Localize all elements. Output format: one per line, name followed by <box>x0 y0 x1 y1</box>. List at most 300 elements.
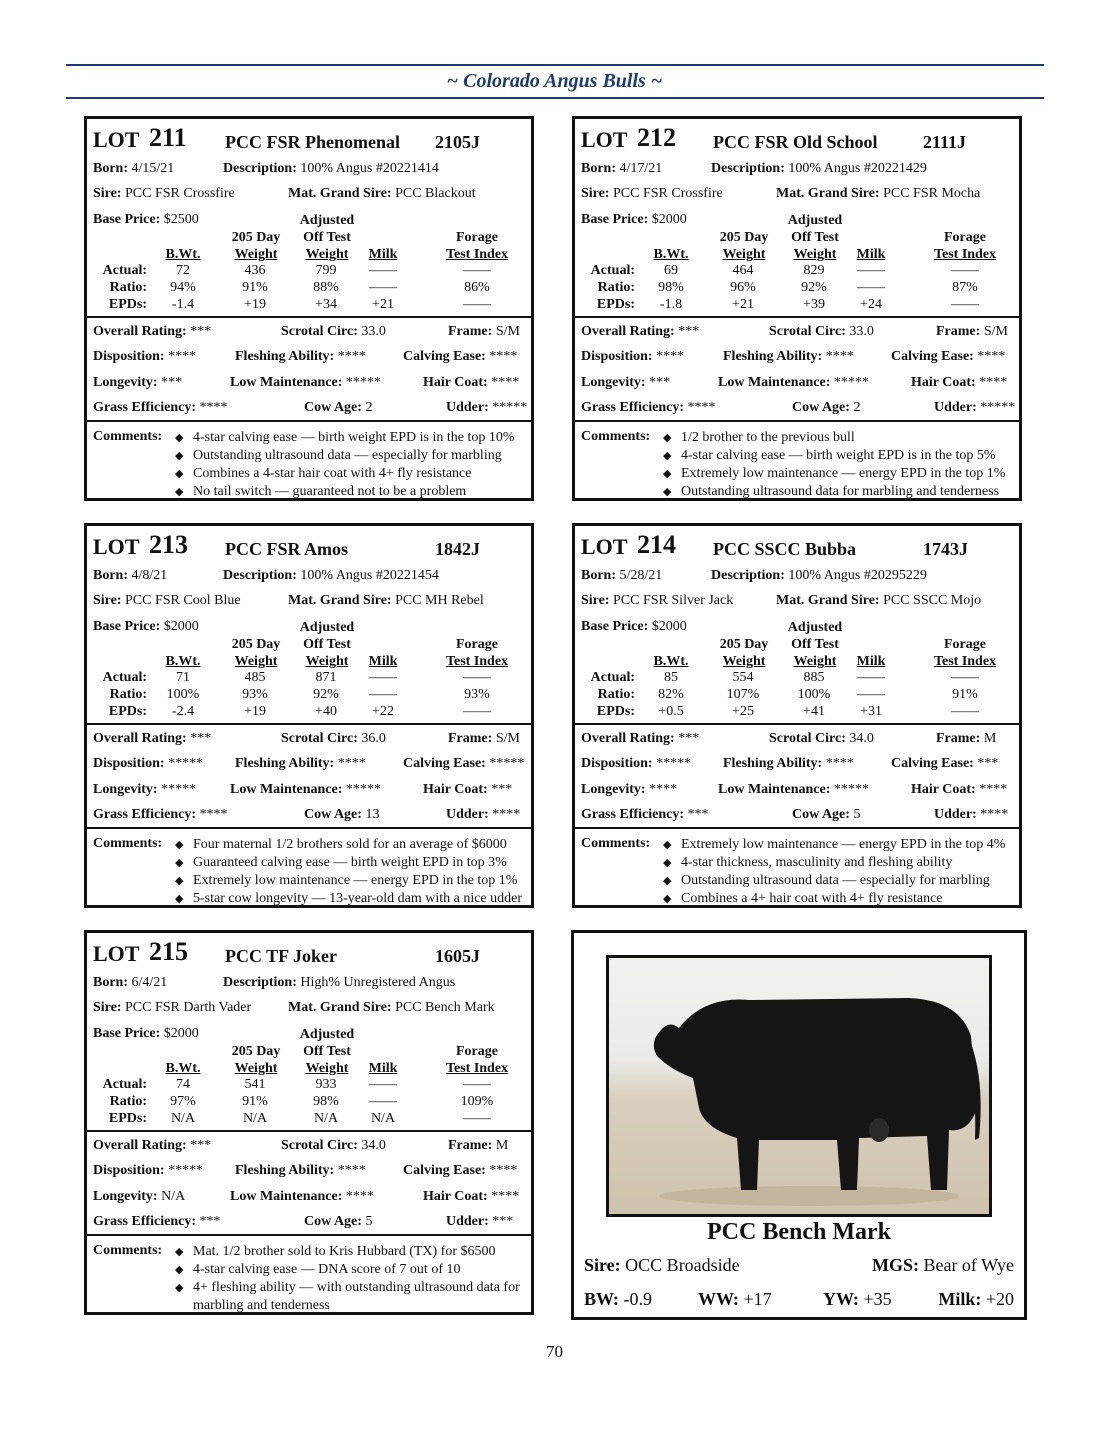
comments-label: Comments: <box>581 429 651 444</box>
header-rule-top <box>66 64 1044 66</box>
diamond-bullet-icon: ◆ <box>663 857 672 869</box>
epds-label: EPDs: <box>108 297 147 312</box>
grass-value: *** <box>199 1214 221 1229</box>
lot-header <box>581 530 1021 562</box>
diamond-bullet-icon: ◆ <box>175 857 184 869</box>
lot-number: 214 <box>637 530 676 559</box>
fleshing-field <box>235 349 366 365</box>
feature-sire-value: OCC Broadside <box>625 1255 740 1275</box>
header-rule-bottom <box>66 97 1044 99</box>
feature-mgs-label: MGS: <box>871 1255 919 1275</box>
mgs-value: PCC Blackout <box>395 186 476 201</box>
ratio-label: Ratio: <box>597 687 635 702</box>
born-row <box>581 568 662 584</box>
description-row <box>711 568 927 584</box>
ratio-cell: 91% <box>242 280 268 295</box>
born-label: Born: <box>93 975 128 990</box>
grass-label: Grass Efficiency: <box>93 400 197 415</box>
disposition-label: Disposition: <box>93 1163 165 1178</box>
mgs-row <box>776 593 981 609</box>
born-row <box>93 975 167 991</box>
mgs-value: PCC MH Rebel <box>395 593 484 608</box>
grass-value: **** <box>687 400 716 415</box>
sire-value: PCC FSR Cool Blue <box>125 593 241 608</box>
comment-text: 1/2 brother to the previous bull <box>681 430 855 445</box>
epds-label: EPDs: <box>596 704 635 719</box>
adj-header-top: Adjusted <box>299 620 355 635</box>
description-label: Description: <box>223 568 297 583</box>
sire-label: Sire: <box>581 186 610 201</box>
fleshing-label: Fleshing Ability: <box>235 1163 335 1178</box>
low_maint-value: ***** <box>833 375 869 390</box>
comment-text: No tail switch — guaranteed not to be a problem <box>193 484 467 499</box>
udder-label: Udder: <box>446 807 489 822</box>
cow_age-value: 2 <box>853 400 861 415</box>
diamond-bullet-icon: ◆ <box>663 893 672 905</box>
divider <box>87 723 531 725</box>
fleshing-value: **** <box>825 349 854 364</box>
fleshing-label: Fleshing Ability: <box>723 349 823 364</box>
actual-cell: —— <box>369 263 397 278</box>
ratio-cell: 92% <box>313 687 339 702</box>
low_maint-value: **** <box>345 1189 374 1204</box>
feature-bull-card <box>571 930 1027 1320</box>
disposition-field <box>581 349 684 365</box>
calving-label: Calving Ease: <box>891 756 974 771</box>
epds-cell: N/A <box>370 1111 396 1126</box>
description-label: Description: <box>711 161 785 176</box>
udder-value: **** <box>492 807 521 822</box>
scrotal-value: 34.0 <box>849 731 874 746</box>
ratio-cell: —— <box>369 687 397 702</box>
ratio-cell: 109% <box>460 1094 494 1109</box>
comment-item <box>171 890 531 908</box>
feature-yw <box>823 1289 892 1310</box>
longevity-field <box>93 375 182 391</box>
scrotal-value: 36.0 <box>361 731 386 746</box>
forage-header-bottom: Test Index <box>445 247 509 262</box>
longevity-value: N/A <box>161 1189 186 1204</box>
udder-field <box>934 400 1015 416</box>
overall-field <box>93 1138 211 1154</box>
ratio-cell: 86% <box>464 280 490 295</box>
205-header-bottom: Weight <box>722 247 766 262</box>
hair_coat-label: Hair Coat: <box>423 782 488 797</box>
diamond-bullet-icon: ◆ <box>663 450 672 462</box>
actual-cell: —— <box>951 670 979 685</box>
feature-milk-value: +20 <box>985 1289 1014 1309</box>
tag-number: 1605J <box>435 946 480 966</box>
cow_age-value: 13 <box>365 807 380 822</box>
base-price-label: Base Price: <box>93 1026 161 1041</box>
205-header-bottom: Weight <box>234 247 278 262</box>
cow_age-field <box>304 807 379 823</box>
ratio-cell: 107% <box>726 687 760 702</box>
cow_age-label: Cow Age: <box>792 400 850 415</box>
frame-field <box>448 1138 508 1154</box>
hair_coat-value: **** <box>979 782 1008 797</box>
grass-label: Grass Efficiency: <box>581 400 685 415</box>
cow_age-value: 2 <box>365 400 373 415</box>
hair_coat-label: Hair Coat: <box>911 375 976 390</box>
longevity-label: Longevity: <box>93 1189 158 1204</box>
calving-value: **** <box>489 349 518 364</box>
mgs-value: PCC SSCC Mojo <box>883 593 982 608</box>
actual-cell: —— <box>951 263 979 278</box>
frame-value: S/M <box>983 324 1008 339</box>
comments-label: Comments: <box>93 836 163 851</box>
base-price-row <box>93 619 199 635</box>
frame-value: S/M <box>495 731 520 746</box>
grass-field <box>93 807 228 823</box>
epds-label: EPDs: <box>108 1111 147 1126</box>
fleshing-field <box>723 756 854 772</box>
epds-cell: —— <box>463 704 491 719</box>
comment-text: Extremely low maintenance — energy EPD in the top 4% <box>681 837 1006 852</box>
ratio-cell: 88% <box>313 280 339 295</box>
comment-text: Four maternal 1/2 brothers sold for an average of $6000 <box>193 837 507 852</box>
comment-item <box>171 465 531 483</box>
calving-field <box>403 349 517 365</box>
milk-header: Milk <box>856 247 886 262</box>
low_maint-value: ***** <box>833 782 869 797</box>
feature-sire-label: Sire: <box>584 1255 621 1275</box>
ratio-cell: —— <box>369 1094 397 1109</box>
divider <box>575 723 1019 725</box>
ratio-cell: —— <box>857 687 885 702</box>
actual-cell: 464 <box>732 263 754 278</box>
comment-text: 5-star cow longevity — 13-year-old dam with a nice udder <box>193 891 523 906</box>
lot-word: LOT <box>581 127 628 152</box>
udder-value: ***** <box>492 400 528 415</box>
cow_age-field <box>792 807 860 823</box>
divider <box>87 316 531 318</box>
divider <box>87 1234 531 1236</box>
epds-cell: N/A <box>170 1111 196 1126</box>
tag-number: 2105J <box>435 132 480 152</box>
diamond-bullet-icon: ◆ <box>663 432 672 444</box>
mgs-row <box>776 186 980 202</box>
forage-header-bottom: Test Index <box>933 654 997 669</box>
tag-number: 1842J <box>435 539 480 559</box>
bwt-header: B.Wt. <box>653 654 689 669</box>
ratio-cell: 96% <box>730 280 756 295</box>
feature-milk <box>938 1289 1014 1310</box>
ratio-label: Ratio: <box>597 280 635 295</box>
low_maint-field <box>718 782 869 798</box>
hair_coat-value: *** <box>491 782 513 797</box>
mgs-row <box>288 186 476 202</box>
mgs-label: Mat. Grand Sire: <box>288 1000 392 1015</box>
udder-value: ***** <box>980 400 1016 415</box>
bwt-header: B.Wt. <box>165 1061 201 1076</box>
disposition-value: **** <box>168 349 197 364</box>
feature-bw-value: -0.9 <box>623 1289 653 1309</box>
hair_coat-field <box>423 1189 519 1205</box>
comment-item <box>171 854 531 872</box>
fleshing-field <box>723 349 854 365</box>
frame-label: Frame: <box>448 1138 493 1153</box>
adj-header-top: Adjusted <box>787 620 843 635</box>
bull-name: PCC FSR Amos <box>225 539 349 559</box>
actual-cell: 74 <box>176 1077 190 1092</box>
lot-card-213 <box>84 523 534 908</box>
comment-item <box>659 890 1019 908</box>
lot-header <box>581 123 1021 155</box>
bull-photo <box>606 955 992 1217</box>
born-value: 5/28/21 <box>619 568 663 583</box>
sire-label: Sire: <box>93 1000 122 1015</box>
description-label: Description: <box>223 975 297 990</box>
comment-item <box>171 447 531 465</box>
scrotal-label: Scrotal Circ: <box>281 324 358 339</box>
base-price-row <box>93 212 199 228</box>
low_maint-label: Low Maintenance: <box>230 782 343 797</box>
205-header-bottom: Weight <box>234 654 278 669</box>
actual-label: Actual: <box>102 1077 147 1092</box>
overall-field <box>93 324 211 340</box>
udder-value: **** <box>980 807 1009 822</box>
disposition-field <box>581 756 691 772</box>
diamond-bullet-icon: ◆ <box>663 875 672 887</box>
actual-cell: 85 <box>664 670 678 685</box>
205-header-top: 205 Day <box>231 230 281 245</box>
epds-cell: —— <box>951 704 979 719</box>
adj-header-bottom: Weight <box>305 247 349 262</box>
hair_coat-field <box>911 375 1007 391</box>
comment-text: Extremely low maintenance — energy EPD in the top 1% <box>681 466 1006 481</box>
forage-header-top: Forage <box>944 230 986 245</box>
grass-value: *** <box>687 807 709 822</box>
description-label: Description: <box>711 568 785 583</box>
hair_coat-value: **** <box>491 375 520 390</box>
scrotal-field <box>769 731 874 747</box>
overall-value: *** <box>190 731 212 746</box>
page-header-title: ~ Colorado Angus Bulls ~ <box>446 70 663 92</box>
ratio-label: Ratio: <box>109 687 147 702</box>
description-row <box>711 161 927 177</box>
diamond-bullet-icon: ◆ <box>175 486 184 498</box>
lot-number: 215 <box>149 937 188 966</box>
low_maint-value: ***** <box>345 375 381 390</box>
lot-number: 211 <box>149 123 187 152</box>
tag-number: 2111J <box>923 132 967 152</box>
diamond-bullet-icon: ◆ <box>175 1246 184 1258</box>
calving-field <box>403 1163 517 1179</box>
epds-cell: +24 <box>860 297 882 312</box>
205-header-bottom: Weight <box>234 1061 278 1076</box>
description-label: Description: <box>223 161 297 176</box>
longevity-label: Longevity: <box>581 375 646 390</box>
overall-label: Overall Rating: <box>581 324 675 339</box>
forage-header-top: Forage <box>456 637 498 652</box>
actual-cell: —— <box>463 1077 491 1092</box>
comments-list <box>659 429 1019 501</box>
udder-field <box>446 807 520 823</box>
overall-label: Overall Rating: <box>581 731 675 746</box>
lot-header <box>93 937 533 969</box>
mgs-label: Mat. Grand Sire: <box>288 593 392 608</box>
divider <box>87 420 531 422</box>
diamond-bullet-icon: ◆ <box>663 468 672 480</box>
comment-item <box>171 483 531 501</box>
adj-header-bottom: Weight <box>305 654 349 669</box>
low_maint-field <box>230 1189 374 1205</box>
comment-text: Mat. 1/2 brother sold to Kris Hubbard (TX) for $6500 <box>193 1244 496 1259</box>
born-label: Born: <box>93 568 128 583</box>
cow_age-value: 5 <box>365 1214 373 1229</box>
ratio-cell: 82% <box>658 687 684 702</box>
actual-cell: 799 <box>315 263 337 278</box>
born-row <box>93 161 174 177</box>
lot-word: LOT <box>581 534 628 559</box>
born-row <box>93 568 167 584</box>
ratio-cell: 91% <box>242 1094 268 1109</box>
bull-silhouette-image <box>609 958 989 1214</box>
frame-field <box>936 731 996 747</box>
scrotal-label: Scrotal Circ: <box>281 731 358 746</box>
lot-word: LOT <box>93 127 140 152</box>
mgs-value: PCC FSR Mocha <box>883 186 981 201</box>
base-price-row <box>581 619 687 635</box>
low_maint-field <box>230 375 381 391</box>
mgs-label: Mat. Grand Sire: <box>776 593 880 608</box>
milk-header: Milk <box>368 1061 398 1076</box>
frame-field <box>936 324 1008 340</box>
hair_coat-label: Hair Coat: <box>423 1189 488 1204</box>
epds-cell: -2.4 <box>171 704 195 719</box>
lot-word: LOT <box>93 534 140 559</box>
born-value: 4/15/21 <box>131 161 175 176</box>
actual-cell: 885 <box>803 670 825 685</box>
sire-value: PCC FSR Crossfire <box>613 186 723 201</box>
longevity-label: Longevity: <box>93 782 158 797</box>
fleshing-value: **** <box>337 349 366 364</box>
comment-item <box>171 1279 531 1315</box>
205-header-top: 205 Day <box>231 1044 281 1059</box>
comment-item <box>171 429 531 447</box>
disposition-value: ***** <box>168 1163 204 1178</box>
actual-cell: —— <box>369 1077 397 1092</box>
udder-field <box>446 400 527 416</box>
comment-text: 4+ fleshing ability — with outstanding ultrasound data for marbling and tenderness <box>193 1280 520 1313</box>
feature-bull-name: PCC Bench Mark <box>707 1219 891 1245</box>
actual-cell: 436 <box>244 263 266 278</box>
bull-name: PCC TF Joker <box>225 946 337 966</box>
ratio-cell: 94% <box>170 280 196 295</box>
hair_coat-value: **** <box>491 1189 520 1204</box>
epds-cell: N/A <box>313 1111 339 1126</box>
forage-header-top: Forage <box>944 637 986 652</box>
comment-item <box>171 836 531 854</box>
actual-cell: —— <box>463 263 491 278</box>
actual-label: Actual: <box>102 670 147 685</box>
adj-header-top: Adjusted <box>299 213 355 228</box>
comment-item <box>659 483 1019 501</box>
bull-name: PCC SSCC Bubba <box>713 539 857 559</box>
grass-field <box>93 400 228 416</box>
cow_age-field <box>792 400 860 416</box>
actual-cell: 71 <box>176 670 190 685</box>
low_maint-value: ***** <box>345 782 381 797</box>
description-value: High% Unregistered Angus <box>300 975 456 990</box>
adj-header-mid: Off Test <box>303 230 351 245</box>
actual-label: Actual: <box>590 263 635 278</box>
epds-cell: +41 <box>803 704 825 719</box>
low_maint-field <box>230 782 381 798</box>
sire-value: PCC FSR Darth Vader <box>125 1000 252 1015</box>
feature-yw-value: +35 <box>863 1289 892 1309</box>
actual-cell: 72 <box>176 263 190 278</box>
forage-header-top: Forage <box>456 230 498 245</box>
ratio-cell: 97% <box>170 1094 196 1109</box>
diamond-bullet-icon: ◆ <box>175 1264 184 1276</box>
actual-cell: 871 <box>315 670 337 685</box>
hair_coat-field <box>911 782 1007 798</box>
epds-cell: +39 <box>803 297 825 312</box>
bwt-header: B.Wt. <box>653 247 689 262</box>
comment-item <box>659 836 1019 854</box>
forage-header-bottom: Test Index <box>933 247 997 262</box>
feature-milk-label: Milk: <box>938 1289 982 1309</box>
description-value: 100% Angus #20221429 <box>788 161 927 176</box>
hair_coat-label: Hair Coat: <box>911 782 976 797</box>
205-header-bottom: Weight <box>722 654 766 669</box>
description-value: 100% Angus #20221454 <box>300 568 439 583</box>
base-price-label: Base Price: <box>93 619 161 634</box>
description-row <box>223 568 439 584</box>
bull-name: PCC FSR Old School <box>713 132 878 152</box>
low_maint-label: Low Maintenance: <box>718 782 831 797</box>
epds-label: EPDs: <box>596 297 635 312</box>
epds-cell: +25 <box>732 704 754 719</box>
feature-ww <box>698 1289 772 1310</box>
adj-header-bottom: Weight <box>305 1061 349 1076</box>
ratio-label: Ratio: <box>109 1094 147 1109</box>
base-price-value: $2000 <box>163 619 199 634</box>
feature-bw <box>584 1289 652 1310</box>
bull-name: PCC FSR Phenomenal <box>225 132 400 152</box>
divider <box>575 827 1019 829</box>
epds-label: EPDs: <box>108 704 147 719</box>
actual-cell: —— <box>463 670 491 685</box>
calving-label: Calving Ease: <box>403 1163 486 1178</box>
diamond-bullet-icon: ◆ <box>663 486 672 498</box>
low_maint-field <box>718 375 869 391</box>
comment-text: 4-star thickness, masculinity and fleshing ability <box>681 855 953 870</box>
disposition-field <box>93 349 196 365</box>
calving-label: Calving Ease: <box>891 349 974 364</box>
comment-text: 4-star calving ease — birth weight EPD is in the top 5% <box>681 448 996 463</box>
overall-value: *** <box>678 731 700 746</box>
fleshing-value: **** <box>337 1163 366 1178</box>
low_maint-label: Low Maintenance: <box>230 375 343 390</box>
milk-header: Milk <box>856 654 886 669</box>
ratio-cell: 100% <box>166 687 200 702</box>
epds-cell: -1.4 <box>171 297 195 312</box>
disposition-label: Disposition: <box>93 756 165 771</box>
born-row <box>581 161 662 177</box>
grass-field <box>93 1214 221 1230</box>
born-label: Born: <box>581 161 616 176</box>
epds-cell: —— <box>463 1111 491 1126</box>
longevity-field <box>93 782 196 798</box>
feature-yw-label: YW: <box>823 1289 859 1309</box>
205-header-top: 205 Day <box>231 637 281 652</box>
overall-field <box>581 324 699 340</box>
overall-value: *** <box>678 324 700 339</box>
lot-number: 213 <box>149 530 188 559</box>
